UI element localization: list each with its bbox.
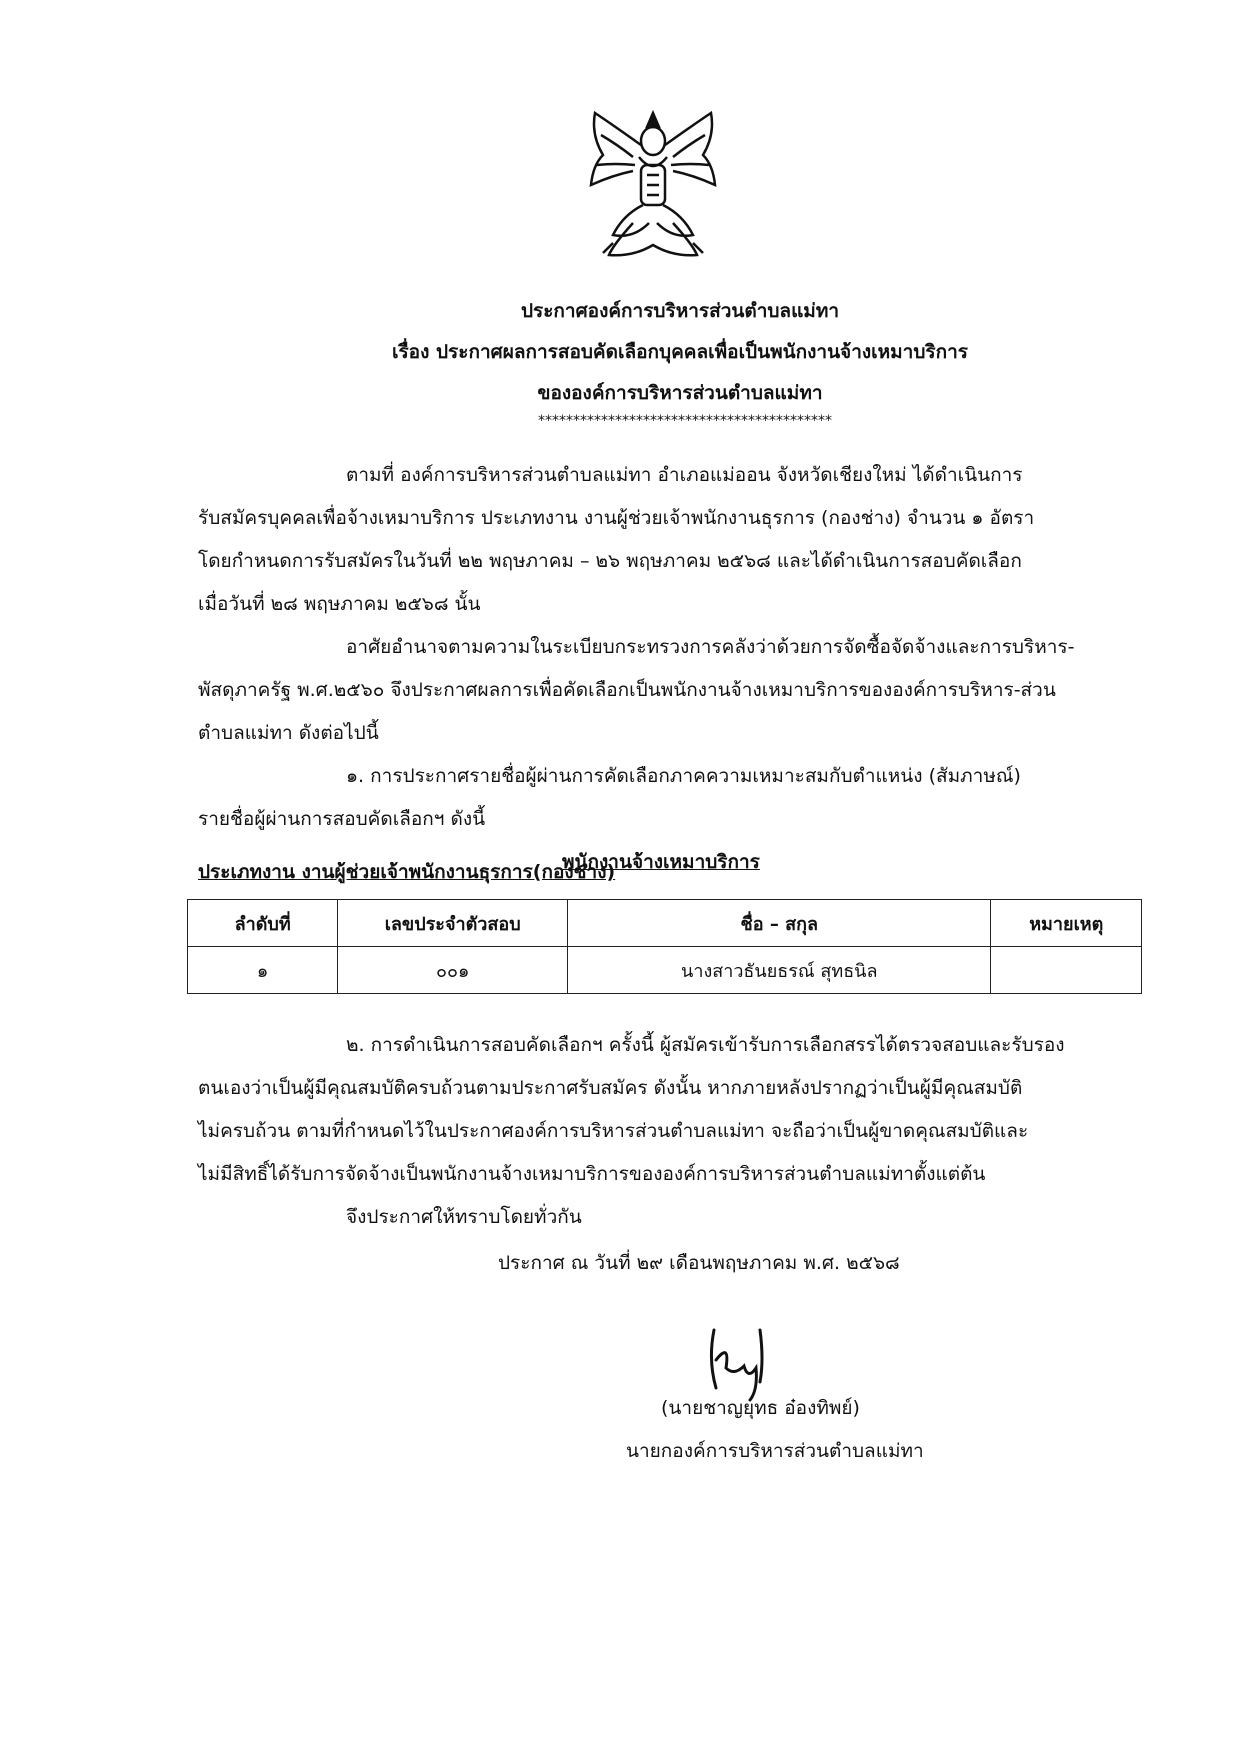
paragraph-1-line-2: รับสมัครบุคคลเพื่อจ้างเหมาบริการ ประเภทงาน งานผู้ช่วยเจ้าพนักงานธุรการ (กองช่าง) จำนวน ๑ อัตรา	[198, 507, 1035, 529]
cell-exam-id: ๐๐๑	[338, 947, 568, 994]
stars-divider: ******************************************	[538, 413, 832, 429]
paragraph-1-line-1: ตามที่ องค์การบริหารส่วนตำบลแม่ทา อำเภอแม่ออน จังหวัดเชียงใหม่ ได้ดำเนินการ	[346, 464, 1023, 486]
paragraph-3-line-1: ๑. การประกาศรายชื่อผู้ผ่านการคัดเลือกภาคความเหมาะสมกับตำแหน่ง (สัมภาษณ์)	[346, 765, 1021, 787]
title-line-2: เรื่อง ประกาศผลการสอบคัดเลือกบุคคลเพื่อเป็นพนักงานจ้างเหมาบริการ	[391, 341, 968, 363]
title-line-3: ขององค์การบริหารส่วนตำบลแม่ทา	[537, 382, 823, 404]
paragraph-4-line-3: ไม่ครบถ้วน ตามที่กำหนดไว้ในประกาศองค์การบริหารส่วนตำบลแม่ทา จะถือว่าเป็นผู้ขาดคุณสมบัติและ	[198, 1120, 1029, 1142]
signer-name: (นายชาญยุทธ อ๋องทิพย์)	[661, 1397, 860, 1419]
cell-order: ๑	[188, 947, 338, 994]
type-heading: ประเภทงาน งานผู้ช่วยเจ้าพนักงานธุรการ(กองช่าง)	[198, 861, 616, 883]
section-heading: พนักงานจ้างเหมาบริการ	[562, 851, 760, 873]
garuda-emblem-icon	[573, 105, 733, 265]
cell-remark	[991, 947, 1142, 994]
results-table	[187, 899, 1142, 994]
header-fullname: ชื่อ – สกุล	[568, 900, 991, 947]
signer-position: นายกองค์การบริหารส่วนตำบลแม่ทา	[626, 1440, 924, 1462]
announce-line: จึงประกาศให้ทราบโดยทั่วกัน	[346, 1206, 582, 1228]
paragraph-2-line-3: ตำบลแม่ทา ดังต่อไปนี้	[198, 722, 379, 744]
title-line-1: ประกาศองค์การบริหารส่วนตำบลแม่ทา	[520, 300, 840, 322]
paragraph-4-line-2: ตนเองว่าเป็นผู้มีคุณสมบัติครบถ้วนตามประกาศรับสมัคร ดังนั้น หากภายหลังปรากฏว่าเป็นผู้มีคุณสมบัติ	[198, 1077, 1023, 1099]
table-header-row	[188, 900, 1142, 947]
paragraph-3-line-2: รายชื่อผู้ผ่านการสอบคัดเลือกฯ ดังนี้	[198, 808, 486, 830]
cell-fullname: นางสาวธันยธรณ์ สุทธนิล	[568, 947, 991, 994]
paragraph-4-line-4: ไม่มีสิทธิ์ได้รับการจัดจ้างเป็นพนักงานจ้างเหมาบริการขององค์การบริหารส่วนตำบลแม่ทาตั้งแต่ต้น	[198, 1163, 986, 1185]
paragraph-2-line-2: พัสดุภาครัฐ พ.ศ.๒๕๖๐ จึงประกาศผลการเพื่อคัดเลือกเป็นพนักงานจ้างเหมาบริการขององค์การบริหาร-ส่วน	[198, 679, 1056, 701]
paragraph-2-line-1: อาศัยอำนาจตามความในระเบียบกระทรวงการคลังว่าด้วยการจัดซื้อจัดจ้างและการบริหาร-	[346, 636, 1075, 658]
date-line: ประกาศ ณ วันที่ ๒๙ เดือนพฤษภาคม พ.ศ. ๒๕๖๘	[498, 1252, 900, 1274]
table-row	[188, 947, 1142, 994]
header-remark: หมายเหตุ	[991, 900, 1142, 947]
paragraph-1-line-3: โดยกำหนดการรับสมัครในวันที่ ๒๒ พฤษภาคม – ๒๖ พฤษภาคม ๒๕๖๘ และได้ดำเนินการสอบคัดเลือก	[198, 550, 1022, 572]
paragraph-1-line-4: เมื่อวันที่ ๒๘ พฤษภาคม ๒๕๖๘ นั้น	[198, 593, 481, 615]
header-order: ลำดับที่	[188, 900, 338, 947]
paragraph-4-line-1: ๒. การดำเนินการสอบคัดเลือกฯ ครั้งนี้ ผู้สมัครเข้ารับการเลือกสรรได้ตรวจสอบและรับรอง	[346, 1034, 1065, 1056]
header-exam-id: เลขประจำตัวสอบ	[338, 900, 568, 947]
